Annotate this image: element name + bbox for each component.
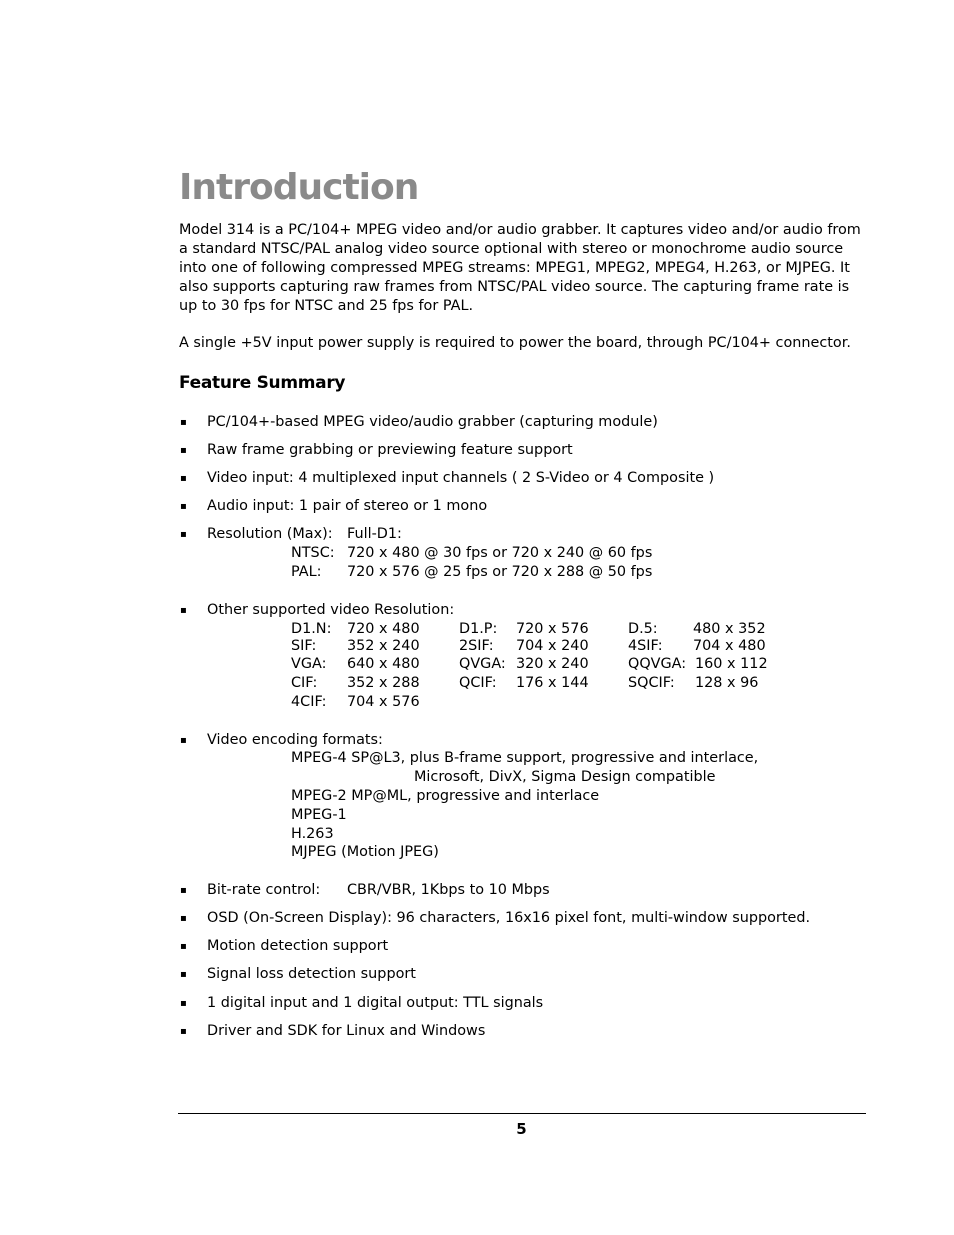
pal-value: 720 x 576 @ 25 fps or 720 x 288 @ 50 fps <box>347 564 653 580</box>
bullet-icon: ▪ <box>180 529 187 540</box>
res-format-value: 704 x 240 <box>516 638 589 654</box>
resolution-label: Resolution (Max): <box>207 526 333 542</box>
encoding-format: MPEG-2 MP@ML, progressive and interlace <box>291 788 600 804</box>
res-format-value: 352 x 240 <box>347 638 420 654</box>
power-paragraph: A single +5V input power supply is required to power the board, through PC/104+ connector. <box>179 335 851 351</box>
feature-item: Video input: 4 multiplexed input channels ( 2 S-Video or 4 Composite ) <box>207 470 715 486</box>
intro-paragraph: Model 314 is a PC/104+ MPEG video and/or audio grabber. It captures video and/or audio from a standard NTSC/PAL analog video source optional with stereo or monochrome audio source into one of following compressed MPEG streams: MPEG1, MPEG2, MPEG4, H.263, or MJPEG. It also supports capturing raw frames from NTSC/PAL video source. The capturing frame rate is up to 30 fps for NTSC and 25 fps for PAL. <box>179 222 861 314</box>
bullet-icon: ▪ <box>180 885 187 896</box>
res-format-label: 2SIF: <box>459 638 494 654</box>
resolution-value: Full-D1: <box>347 526 402 542</box>
res-format-label: QVGA: <box>459 656 506 672</box>
bullet-icon: ▪ <box>180 473 187 484</box>
encoding-format-continuation: Microsoft, DivX, Sigma Design compatible <box>414 769 716 785</box>
ntsc-label: NTSC: <box>291 545 335 561</box>
footer-rule <box>178 1113 866 1114</box>
bullet-icon: ▪ <box>180 1026 187 1037</box>
feature-item: Raw frame grabbing or previewing feature support <box>207 442 573 458</box>
bullet-icon: ▪ <box>180 605 187 616</box>
encoding-format: MPEG-4 SP@L3, plus B-frame support, progressive and interlace, <box>291 750 759 766</box>
res-format-label: D.5: <box>628 621 658 637</box>
bullet-icon: ▪ <box>180 913 187 924</box>
res-format-label: D1.N: <box>291 621 332 637</box>
feature-item: Motion detection support <box>207 938 389 954</box>
encoding-format: MJPEG (Motion JPEG) <box>291 844 439 860</box>
res-format-label: 4SIF: <box>628 638 663 654</box>
bullet-icon: ▪ <box>180 998 187 1009</box>
feature-item: PC/104+-based MPEG video/audio grabber (capturing module) <box>207 414 658 430</box>
res-format-value: 720 x 576 <box>516 621 589 637</box>
page-title: Introduction <box>179 167 419 208</box>
bullet-icon: ▪ <box>180 969 187 980</box>
encoding-label: Video encoding formats: <box>207 732 383 748</box>
page-number: 5 <box>516 1120 527 1138</box>
res-format-label: VGA: <box>291 656 327 672</box>
res-format-label: SIF: <box>291 638 317 654</box>
res-format-value: 352 x 288 <box>347 675 420 691</box>
res-format-label: QQVGA: <box>628 656 687 672</box>
bullet-icon: ▪ <box>180 941 187 952</box>
res-format-value: 480 x 352 <box>693 621 766 637</box>
feature-item: Driver and SDK for Linux and Windows <box>207 1023 486 1039</box>
bullet-icon: ▪ <box>180 735 187 746</box>
res-format-label: SQCIF: <box>628 675 675 691</box>
encoding-format: MPEG-1 <box>291 807 347 823</box>
bullet-icon: ▪ <box>180 501 187 512</box>
res-format-label: QCIF: <box>459 675 497 691</box>
res-format-value: 160 x 112 <box>695 656 768 672</box>
feature-item: Signal loss detection support <box>207 966 416 982</box>
pal-label: PAL: <box>291 564 322 580</box>
res-format-value: 720 x 480 <box>347 621 420 637</box>
res-format-value: 640 x 480 <box>347 656 420 672</box>
res-format-value: 128 x 96 <box>695 675 759 691</box>
res-format-label: 4CIF: <box>291 694 327 710</box>
bitrate-value: CBR/VBR, 1Kbps to 10 Mbps <box>347 882 550 898</box>
res-format-value: 704 x 576 <box>347 694 420 710</box>
feature-item: Audio input: 1 pair of stereo or 1 mono <box>207 498 488 514</box>
feature-item: OSD (On-Screen Display): 96 characters, 16x16 pixel font, multi-window supported. <box>207 910 811 926</box>
encoding-format: H.263 <box>291 826 334 842</box>
res-format-value: 176 x 144 <box>516 675 589 691</box>
res-format-value: 320 x 240 <box>516 656 589 672</box>
section-heading: Feature Summary <box>179 373 346 393</box>
bitrate-label: Bit-rate control: <box>207 882 321 898</box>
res-format-label: CIF: <box>291 675 318 691</box>
other-resolution-label: Other supported video Resolution: <box>207 602 455 618</box>
bullet-icon: ▪ <box>180 445 187 456</box>
ntsc-value: 720 x 480 @ 30 fps or 720 x 240 @ 60 fps <box>347 545 653 561</box>
bullet-icon: ▪ <box>180 417 187 428</box>
res-format-label: D1.P: <box>459 621 498 637</box>
res-format-value: 704 x 480 <box>693 638 766 654</box>
feature-item: 1 digital input and 1 digital output: TTL signals <box>207 995 544 1011</box>
